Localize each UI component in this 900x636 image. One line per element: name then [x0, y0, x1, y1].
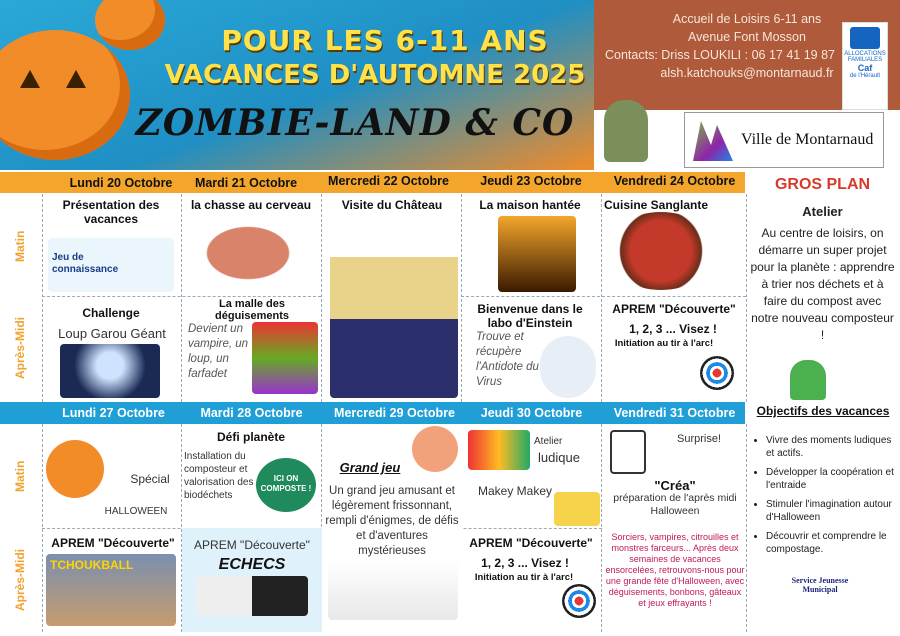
- board-game-image: [468, 430, 530, 470]
- tchoukball-image: TCHOUKBALL: [46, 554, 176, 626]
- skull-image: [412, 426, 458, 472]
- w2-mar-matin-text: Installation du composteur et valorisation des biodéchets: [184, 451, 254, 501]
- contact-email[interactable]: alsh.katchouks@montarnaud.fr: [660, 66, 834, 80]
- gros-plan-title: GROS PLAN: [774, 176, 871, 193]
- w2-mar-aprem-echecs: ECHECS: [218, 556, 286, 573]
- w2-jeu-aprem-title: APREM "Découverte": [469, 536, 593, 550]
- target-icon-2: [562, 584, 596, 618]
- day-jeudi-30: Jeudi 30 Octobre: [480, 406, 583, 420]
- ville-logo: Ville de Montarnaud: [684, 112, 884, 168]
- title-vacances: VACANCES D'AUTOMNE 2025: [164, 60, 586, 90]
- w2-jeu-matin-makey: Makey Makey: [478, 484, 553, 498]
- pumpkin-small-icon: [95, 0, 165, 50]
- day-lundi-20: Lundi 20 Octobre: [69, 176, 173, 190]
- w1-mar-matin-title: la chasse au cerveau: [190, 198, 312, 212]
- pumpkins-image: [328, 560, 458, 620]
- w1-ven-aprem-visez: 1, 2, 3 ... Visez !: [629, 322, 717, 336]
- montarnaud-logo-icon: [693, 121, 733, 161]
- disc-golf-icon: [610, 430, 646, 474]
- service-jeunesse-logo: Service Jeunesse Municipal: [791, 576, 849, 594]
- target-icon: [700, 356, 734, 390]
- w2-ven-aprem-text: Sorciers, vampires, citrouilles et monstres farceurs... Après deux semaines de vacances ensorcelées, retrouvons-nous pour une grande fête d'Halloween, avec déguisements, bonbons, gâteaux et jeux effrayants !: [605, 532, 745, 608]
- objectifs-panel: [752, 404, 894, 562]
- w2-jeu-aprem-tir: Initiation au tir à l'arc!: [474, 572, 574, 583]
- w2-mar-aprem-title: APREM "Découverte": [194, 538, 310, 552]
- w1-jeu-matin-title: La maison hantée: [479, 198, 581, 212]
- ici-on-composte-logo: ICI ON COMPOSTE !: [256, 458, 316, 512]
- w2-jeu-matin-atelier: Atelier: [534, 436, 563, 447]
- jeu-connaissance-image: Jeu de connaissance: [48, 238, 174, 292]
- w2-mer-title: Grand jeu: [339, 460, 401, 475]
- einstein-image: [540, 336, 596, 398]
- w2-jeu-aprem-visez: 1, 2, 3 ... Visez !: [481, 556, 569, 570]
- day-jeudi-23: Jeudi 23 Octobre: [480, 174, 582, 188]
- w2-ven-matin-text: préparation de l'après midi Halloween: [613, 492, 737, 517]
- objectif-item: • Vivre des moments ludiques et actifs.: [766, 434, 894, 460]
- day-vendredi-31: Vendredi 31 Octobre: [613, 406, 736, 420]
- chess-image: [196, 576, 308, 616]
- day-mercredi-29: Mercredi 29 Octobre: [334, 406, 455, 420]
- contact-line-1: Accueil de Loisirs 6-11 ans: [672, 12, 822, 26]
- day-lundi-27: Lundi 27 Octobre: [62, 406, 165, 420]
- w1-ven-matin-title: Cuisine Sanglante: [604, 198, 709, 212]
- objectif-item: • Développer la coopération et l'entraide: [766, 466, 894, 492]
- day-mardi-28: Mardi 28 Octobre: [200, 406, 303, 420]
- day-mercredi-22: Mercredi 22 Octobre: [328, 174, 449, 188]
- label-aprem-2: Après-Midi: [13, 549, 27, 612]
- w2-lun-aprem-title: APREM "Découverte": [51, 536, 175, 550]
- w1-mar-aprem-title: La malle des déguisements: [215, 298, 289, 322]
- gros-plan-sub: Atelier: [802, 204, 843, 219]
- objectif-item: • Découvrir et comprendre le compostage.: [766, 530, 894, 556]
- title-theme: ZOMBIE-LAND & CO: [135, 102, 575, 144]
- w2-lun-matin-special: Spécial: [130, 472, 170, 486]
- w1-mar-aprem-text: Devient un vampire, un loup, un farfadet: [188, 323, 249, 380]
- zombie-icon: [604, 100, 648, 162]
- brain-image: [196, 220, 300, 286]
- w1-ven-aprem-tir: Initiation au tir à l'arc!: [614, 338, 714, 349]
- caf-icon: [850, 27, 880, 49]
- w1-lun-aprem-text: Loup Garou Géant: [58, 326, 166, 341]
- w2-lun-matin-halloween: HALLOWEEN: [104, 506, 168, 517]
- pumpkin-icon: [0, 30, 130, 160]
- w1-mer-title: Visite du Château: [341, 198, 443, 212]
- label-matin-1: Matin: [13, 230, 27, 262]
- w2-jeu-matin-ludique: ludique: [538, 450, 580, 465]
- gros-plan-text: Au centre de loisirs, on démarre un super projet pour la planète : apprendre à trier nos déchets et à faire du compost avec notre nouveau composteur !: [750, 226, 895, 342]
- day-vendredi-24: Vendredi 24 Octobre: [613, 174, 736, 188]
- objectifs-title: Objectifs des vacances: [756, 404, 890, 418]
- contact-line-3: Contacts: Driss LOUKILI : 06 17 41 19 87: [605, 48, 835, 62]
- caf-logo: ALLOCATIONS FAMILIALES Caf de l'Hérault: [842, 22, 888, 110]
- w1-jeu-aprem-text: Trouve et récupère l'Antidote du Virus: [476, 331, 539, 388]
- day-mardi-21: Mardi 21 Octobre: [194, 176, 298, 190]
- contact-line-2: Avenue Font Mosson: [688, 30, 806, 44]
- makey-image: [554, 492, 600, 526]
- deguisements-image: [252, 322, 318, 394]
- w2-mar-matin-title: Défi planète: [216, 430, 285, 444]
- label-aprem-1: Après-Midi: [13, 317, 27, 380]
- w1-ven-aprem-title: APREM "Découverte": [612, 302, 736, 316]
- objectifs-list: [752, 434, 894, 556]
- w2-ven-matin-surprise: Surprise!: [676, 433, 722, 445]
- w2-mer-text: Un grand jeu amusant et légèrement frissonnant, rempli d'énigmes, de défis et d'aventures mystérieuses: [325, 485, 459, 557]
- chateau-image: [330, 222, 458, 398]
- w1-lun-matin-title: Présentation des vacances: [62, 198, 160, 226]
- cuisine-image: [606, 212, 716, 290]
- label-matin-2: Matin: [13, 460, 27, 492]
- gros-plan-panel: [750, 172, 895, 344]
- w1-lun-aprem-title: Challenge: [82, 306, 140, 320]
- maison-hantee-image: [498, 216, 576, 292]
- title-age: POUR LES 6-11 ANS: [221, 24, 549, 57]
- elf-image: [790, 360, 826, 400]
- w1-jeu-aprem-title: Bienvenue dans le labo d'Einstein: [477, 302, 583, 330]
- loup-garou-image: [60, 344, 160, 398]
- w2-ven-matin-crea: "Créa": [654, 478, 696, 493]
- objectif-item: • Stimuler l'imagination autour d'Halloween: [766, 498, 894, 524]
- halloween-house-image: [46, 440, 104, 498]
